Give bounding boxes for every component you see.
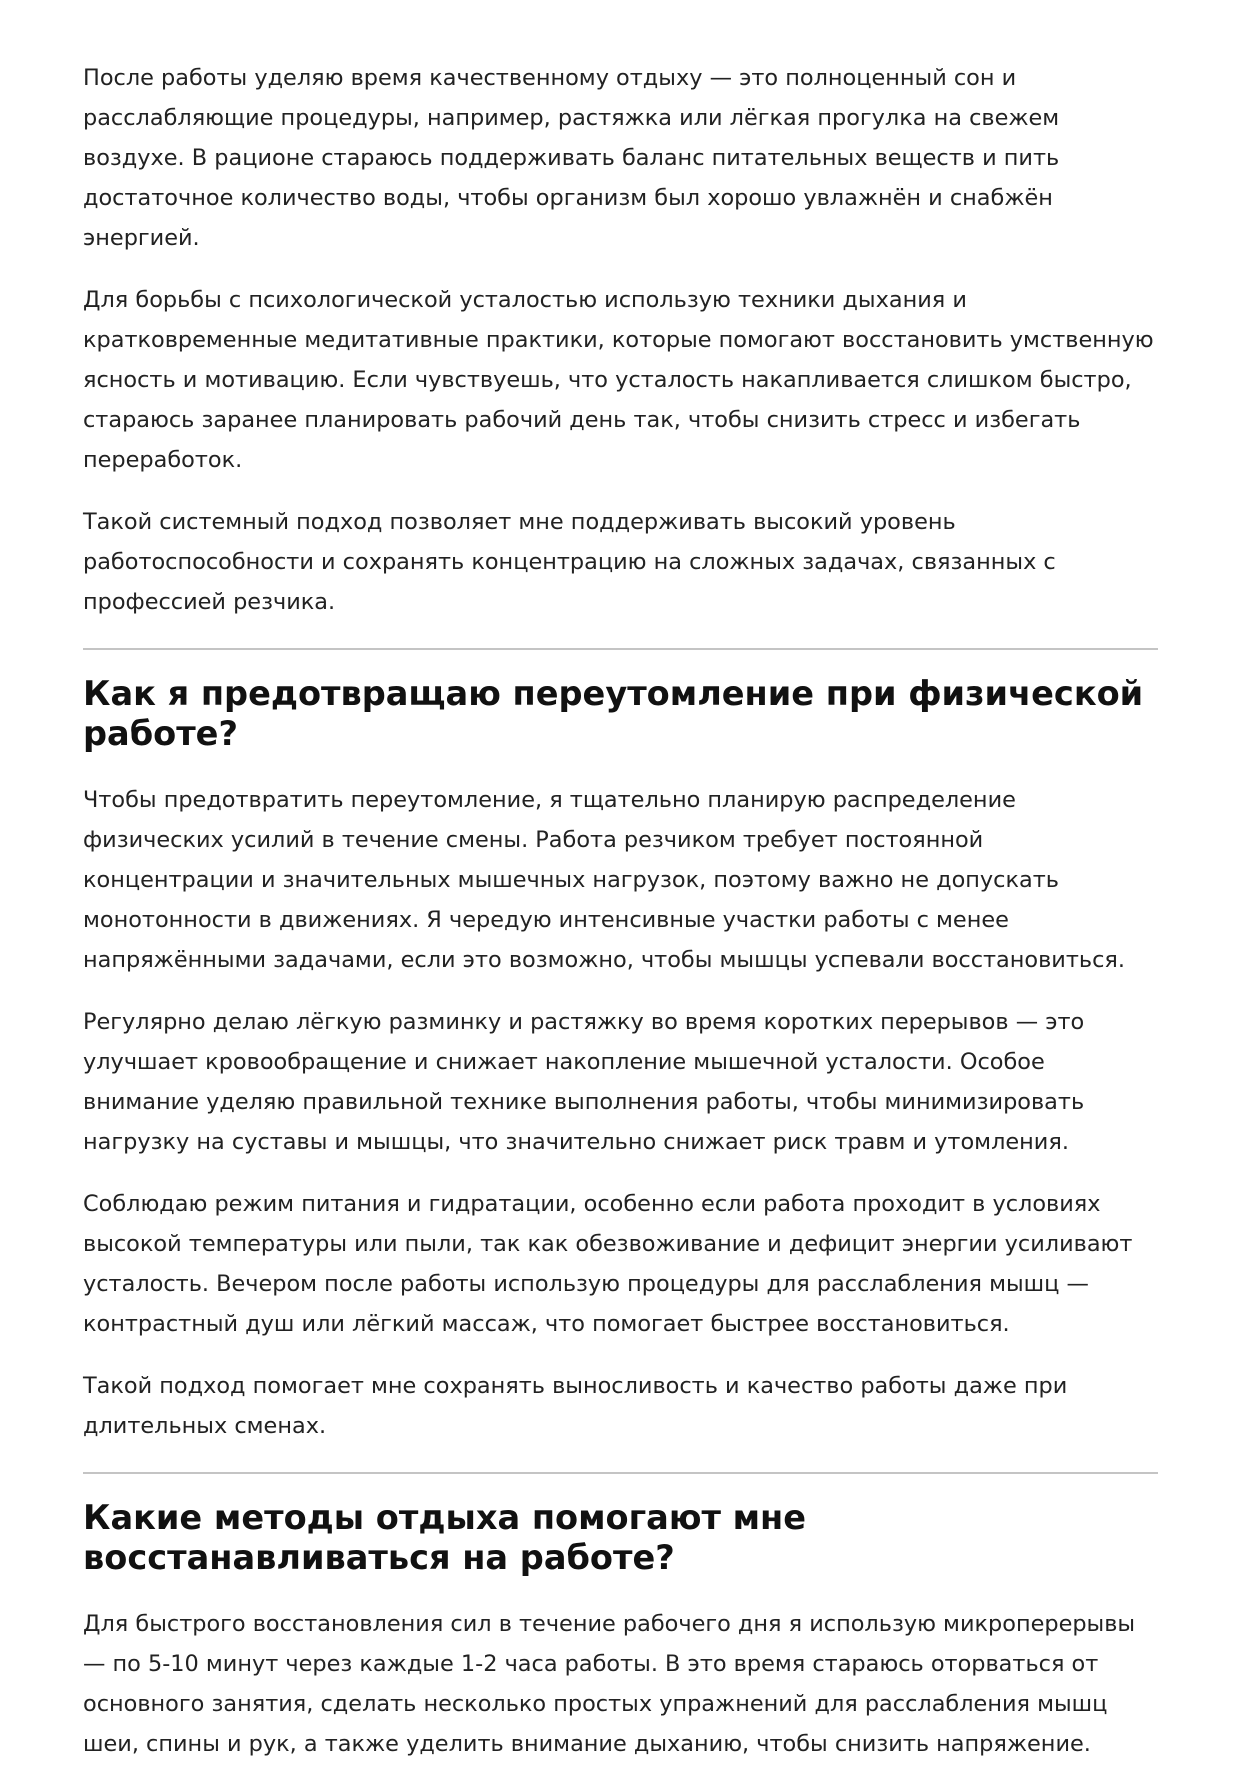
- document-page: [83, 58, 1158, 1786]
- paragraph: Такой системный подход позволяет мне поддерживать высокий уровень работоспособности и сохранять концентрацию на сложных задачах, связанных с профессией резчика.: [83, 509, 1056, 615]
- paragraph: После работы уделяю время качественному отдыху — это полноценный сон и расслабляющие процедуры, например, растяжка или лёгкая прогулка на свежем воздухе. В рационе стараюсь поддерживать баланс питательных веществ и пить достаточное количество воды, чтобы организм был хорошо увлажнён и снабжён энергией.: [83, 65, 1060, 251]
- paragraph: Такой подход помогает мне сохранять выносливость и качество работы даже при длительных сменах.: [83, 1373, 1068, 1439]
- paragraph: Соблюдаю режим питания и гидратации, особенно если работа проходит в условиях высокой температуры или пыли, так как обезвоживание и дефицит энергии усиливают усталость. Вечером после работы использую процедуры для расслабления мышц — контрастный душ или лёгкий массаж, что помогает быстрее восстановиться.: [83, 1191, 1133, 1337]
- paragraph: Для быстрого восстановления сил в течение рабочего дня я использую микроперерывы — по 5-10 минут через каждые 1-2 часа работы. В это время стараюсь оторваться от основного занятия, сделать несколько простых упражнений для расслабления мышц шеи, спины и рук, а также уделить внимание дыханию, чтобы снизить напряжение.: [83, 1611, 1136, 1757]
- section-heading: Какие методы отдыха помогают мне восстанавливаться на работе?: [83, 1498, 807, 1577]
- paragraph: Для борьбы с психологической усталостью использую техники дыхания и кратковременные медитативные практики, которые помогают восстановить умственную ясность и мотивацию. Если чувствуешь, что усталость накапливается слишком быстро, стараюсь заранее планировать рабочий день так, чтобы снизить стресс и избегать переработок.: [83, 287, 1154, 473]
- paragraph: Чтобы предотвратить переутомление, я тщательно планирую распределение физических усилий в течение смены. Работа резчиком требует постоянной концентрации и значительных мышечных нагрузок, поэтому важно не допускать монотонности в движениях. Я чередую интенсивные участки работы с менее напряжёнными задачами, если это возможно, чтобы мышцы успевали восстановиться.: [83, 787, 1125, 973]
- section-divider: [83, 1472, 1158, 1474]
- section-divider: [83, 648, 1158, 650]
- paragraph: Регулярно делаю лёгкую разминку и растяжку во время коротких перерывов — это улучшает кровообращение и снижает накопление мышечной усталости. Особое внимание уделяю правильной технике выполнения работы, чтобы минимизировать нагрузку на суставы и мышцы, что значительно снижает риск травм и утомления.: [83, 1009, 1085, 1155]
- section-heading: Как я предотвращаю переутомление при физической работе?: [83, 674, 1144, 753]
